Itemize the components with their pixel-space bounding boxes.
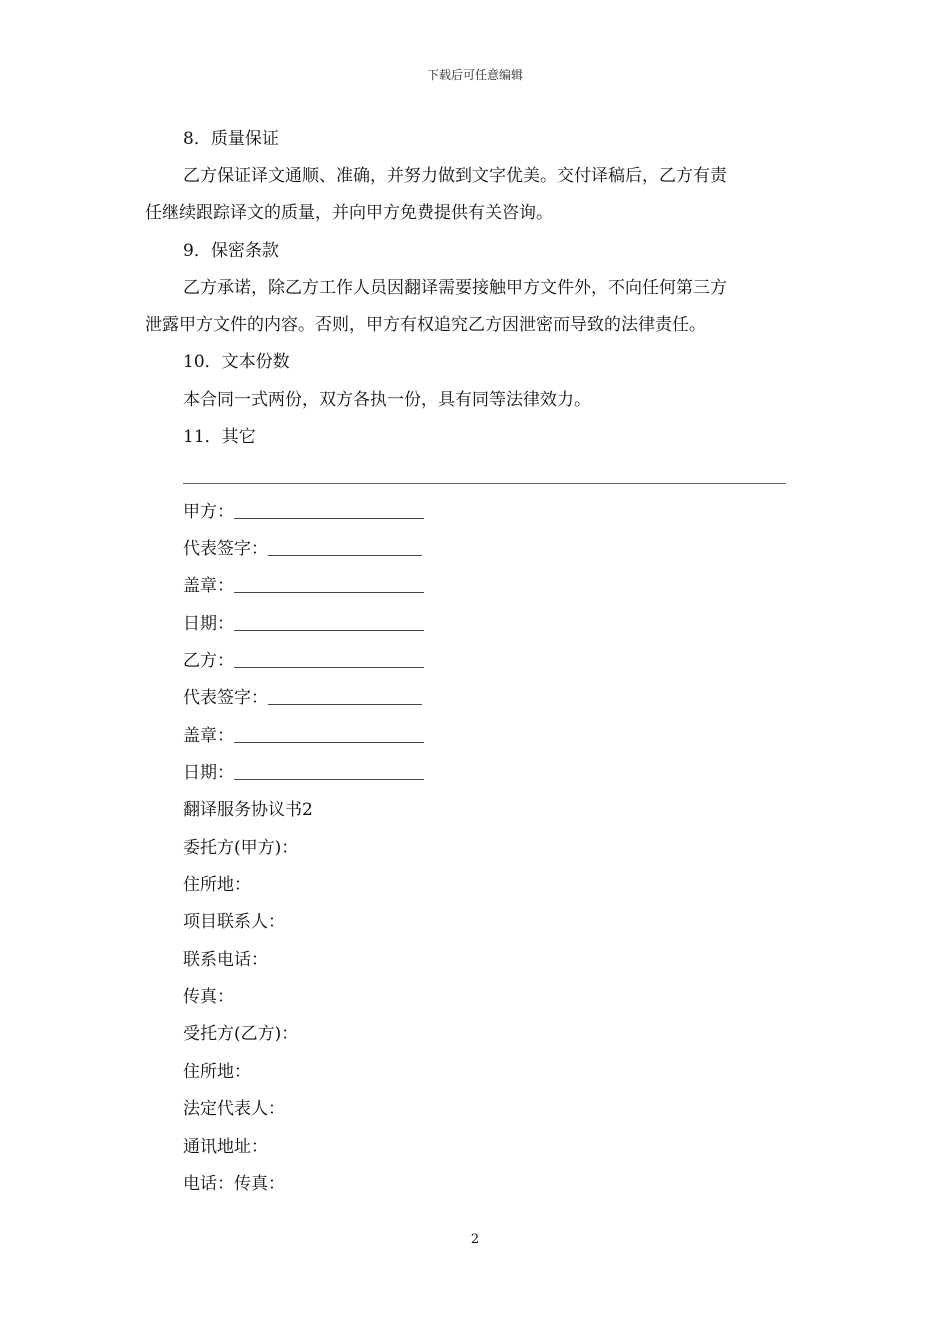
section-10-paragraph: 本合同一式两份，双方各执一份，具有同等法律效力。	[183, 390, 591, 410]
section-8-paragraph-line-2: 任继续跟踪译文的质量，并向甲方免费提供有关咨询。	[145, 203, 553, 223]
signature-party-a	[183, 500, 424, 524]
field-contractor: 受托方(乙方)：	[183, 1024, 299, 1044]
field-mailing-address: 通讯地址：	[183, 1137, 268, 1157]
signature-party-b	[183, 649, 424, 673]
signature-party-b-date	[183, 761, 424, 785]
signature-label: 乙方：	[183, 651, 234, 671]
signature-blank	[268, 686, 422, 705]
signature-label: 日期：	[183, 763, 234, 783]
signature-label: 代表签字：	[183, 688, 268, 708]
signature-label: 日期：	[183, 614, 234, 634]
signature-blank	[234, 500, 424, 519]
section-10-title: 10．文本份数	[183, 352, 290, 372]
section-9-paragraph-line-1: 乙方承诺，除乙方工作人员因翻译需要接触甲方文件外，不向任何第三方	[183, 278, 727, 298]
field-contractor-address: 住所地：	[183, 1062, 251, 1082]
signature-blank	[234, 761, 424, 780]
signature-label: 代表签字：	[183, 539, 268, 559]
section-9-title: 9．保密条款	[183, 241, 279, 261]
section-8-paragraph-line-1: 乙方保证译文通顺、准确，并努力做到文字优美。交付译稿后，乙方有责	[183, 166, 727, 186]
section-11-blank-line	[183, 483, 786, 484]
signature-label: 甲方：	[183, 502, 234, 522]
field-project-contact: 项目联系人：	[183, 912, 285, 932]
signature-party-a-date	[183, 612, 424, 636]
signature-label: 盖章：	[183, 726, 234, 746]
field-client-address: 住所地：	[183, 875, 251, 895]
signature-party-a-seal	[183, 574, 424, 598]
signature-party-b-seal	[183, 724, 424, 748]
signature-blank	[234, 649, 424, 668]
field-contact-phone: 联系电话：	[183, 950, 268, 970]
agreement-2-title: 翻译服务协议书2	[183, 800, 313, 820]
signature-blank	[268, 537, 422, 556]
field-phone-fax: 电话：传真：	[183, 1174, 285, 1194]
field-fax: 传真：	[183, 987, 234, 1007]
field-legal-representative: 法定代表人：	[183, 1099, 285, 1119]
section-8-title: 8．质量保证	[183, 129, 279, 149]
page-number: 2	[470, 1232, 480, 1247]
signature-blank	[234, 724, 424, 743]
signature-blank	[234, 612, 424, 631]
signature-label: 盖章：	[183, 576, 234, 596]
section-9-paragraph-line-2: 泄露甲方文件的内容。否则，甲方有权追究乙方因泄密而导致的法律责任。	[145, 315, 706, 335]
field-client: 委托方(甲方)：	[183, 838, 299, 858]
page-header: 下载后可任意编辑	[426, 68, 523, 82]
signature-blank	[234, 574, 424, 593]
section-11-title: 11．其它	[183, 427, 256, 447]
signature-party-b-representative	[183, 686, 422, 710]
signature-party-a-representative	[183, 537, 422, 561]
